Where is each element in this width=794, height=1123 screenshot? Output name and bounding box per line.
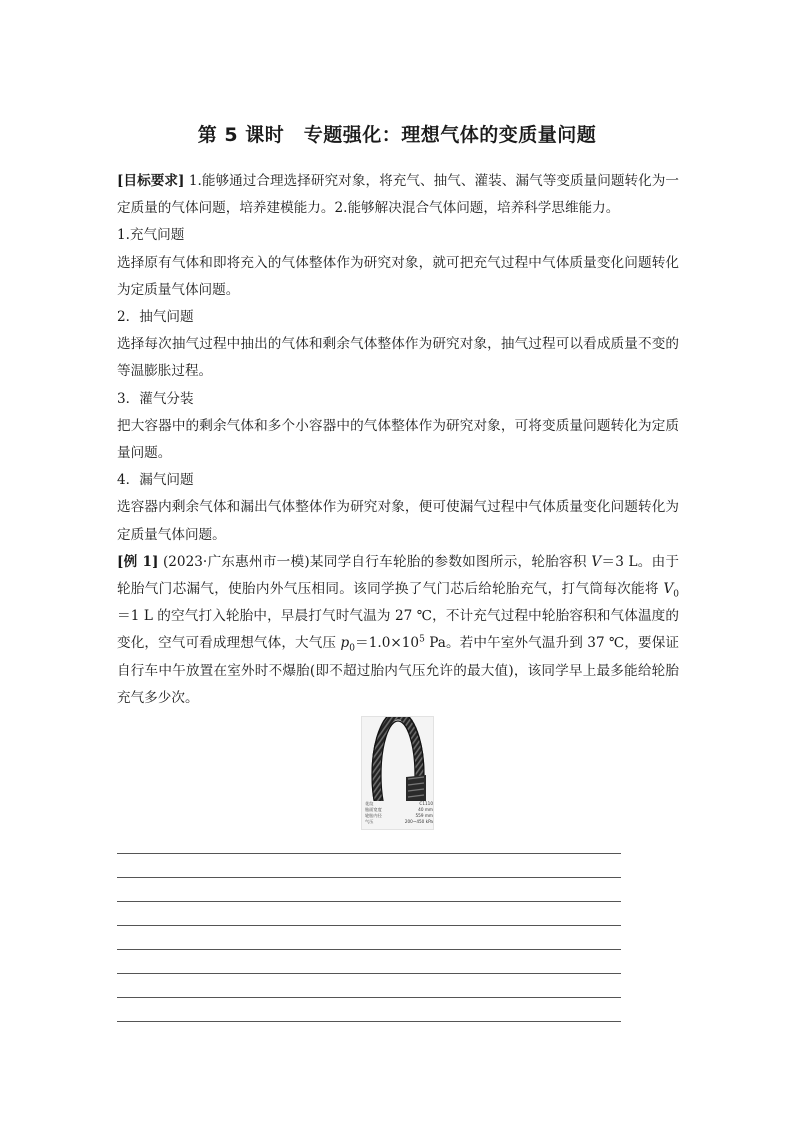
example-source: (2023·广东惠州市一模) <box>162 553 310 570</box>
section-body-extraction: 选择每次抽气过程中抽出的气体和剩余气体整体作为研究对象，抽气过程可以看成质量不变的等温膨胀过程。 <box>117 336 679 380</box>
spec-key: 胎面宽度 <box>365 807 382 812</box>
example-text-3: ＝1 L 的空气打入轮胎中，早晨打气时气温为 27 ℃，不计充气过程中轮胎容积和气体温度的变化，空气可看成理想气体，大气压 <box>117 608 679 652</box>
answer-line <box>117 949 621 950</box>
answer-line <box>117 1021 621 1022</box>
example-text-4: ＝1.0×10 <box>354 635 420 652</box>
example-label: [例 1] <box>117 553 159 570</box>
spec-value: 40 mm <box>418 807 433 812</box>
tire-figure <box>361 716 434 830</box>
goals-label: [目标要求] <box>117 173 185 189</box>
spec-key: 气压 <box>365 819 374 824</box>
answer-line <box>117 853 621 854</box>
example-text-2: ＝3 L。由于轮胎气门芯漏气，使胎内外气压相同。该同学换了气门芯后给轮胎充气，打气筒每次能将 <box>117 553 680 598</box>
var-v: V <box>591 553 602 570</box>
answer-line <box>117 997 621 998</box>
answer-line <box>117 901 621 902</box>
spec-value: 200~450 kPa <box>404 819 433 824</box>
example-problem <box>117 549 679 712</box>
answer-line <box>117 925 621 926</box>
spec-value: 559 mm <box>415 813 433 818</box>
answer-line <box>117 877 621 878</box>
tire-spec-table <box>365 801 433 825</box>
section-body-leakage: 选容器内剩余气体和漏出气体整体作为研究对象，便可使漏气过程中气体质量变化问题转化为定质量气体问题。 <box>117 499 679 543</box>
example-text-5: Pa。若中午室外气温升到 37 ℃，要保证自行车中午放置在室外时不爆胎(即不超过胎内气压允许的最大值)，该同学早上最多能给轮胎充气多少次。 <box>117 635 680 706</box>
spec-key: 花纹 <box>365 801 374 806</box>
section-body-charging: 选择原有气体和即将充入的气体整体作为研究对象，就可把充气过程中气体质量变化问题转化为定质量气体问题。 <box>117 254 679 298</box>
spec-key: 轮胎内径 <box>365 813 382 818</box>
page-title: 第 5 课时 专题强化：理想气体的变质量问题 <box>197 124 597 146</box>
section-heading-leakage: 4．漏气问题 <box>117 472 194 489</box>
sub-0: 0 <box>673 589 679 600</box>
spec-value: C1110 <box>419 801 433 806</box>
section-heading-dispensing: 3．灌气分装 <box>117 390 194 407</box>
example-text-1: 某同学自行车轮胎的参数如图所示，轮胎容积 <box>309 553 592 570</box>
var-p0: p <box>340 635 350 652</box>
answer-line <box>117 973 621 974</box>
learning-goals <box>117 168 679 222</box>
main-content <box>117 168 679 712</box>
var-v0: V <box>663 581 674 598</box>
section-heading-charging: 1.充气问题 <box>117 227 185 244</box>
goals-text: 1.能够通过合理选择研究对象，将充气、抽气、灌装、漏气等变质量问题转化为一定质量的气体问题，培养建模能力。2.能够解决混合气体问题，培养科学思维能力。 <box>117 173 680 217</box>
sup-5: 5 <box>419 634 425 645</box>
sub-p0: 0 <box>349 644 355 655</box>
section-heading-extraction: 2．抽气问题 <box>117 309 194 326</box>
section-body-dispensing: 把大容器中的剩余气体和多个小容器中的气体整体作为研究对象，可将变质量问题转化为定质量问题。 <box>117 417 679 462</box>
spec-row <box>365 819 433 825</box>
bicycle-tire-icon <box>362 717 434 801</box>
